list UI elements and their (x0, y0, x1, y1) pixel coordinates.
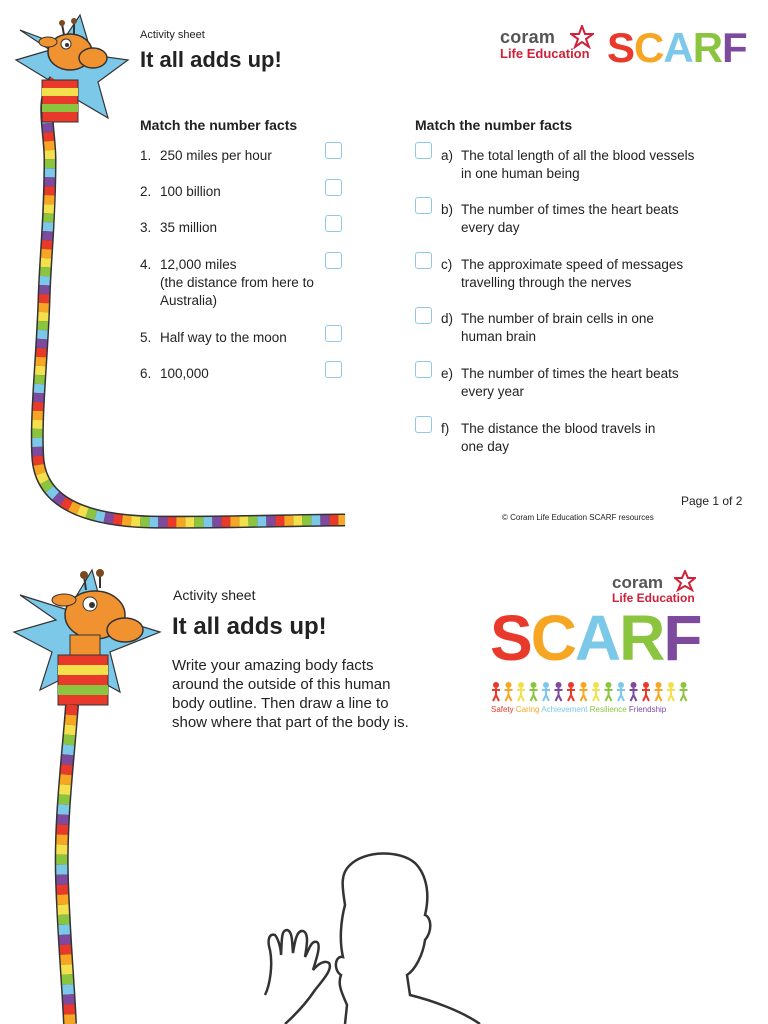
coram-wordmark: coram (500, 27, 556, 47)
child-figure-icon (567, 682, 575, 701)
item-text: The number of brain cells in one human brain (461, 311, 654, 344)
answer-checkbox[interactable] (325, 361, 342, 378)
scarf-letter: S (607, 24, 635, 71)
value-word: Safety (491, 705, 514, 714)
item-text: The number of times the heart beats every year (461, 366, 679, 399)
right-section-heading: Match the number facts (415, 117, 573, 133)
star-icon (674, 570, 696, 592)
answer-checkbox[interactable] (325, 142, 342, 159)
child-figure-icon (680, 682, 688, 701)
list-item (441, 310, 654, 346)
answer-checkbox[interactable] (415, 142, 432, 159)
coram-logo-2 (612, 573, 702, 605)
child-figure-icon (630, 682, 638, 701)
item-letter: d) (441, 311, 454, 326)
scarf-letter: C (530, 602, 575, 674)
scarf-wrap (42, 80, 78, 122)
item-text: The approximate speed of messages travelling through the nerves (461, 257, 684, 290)
value-word: Caring (515, 705, 540, 714)
item-text: 35 million (160, 220, 218, 235)
instruction-line: Write your amazing body facts (172, 657, 374, 674)
life-education-wordmark: Life Education (500, 46, 590, 61)
child-figure-icon (667, 682, 675, 701)
instruction-line: body outline. Then draw a line to (172, 695, 389, 712)
human-body-outline (255, 845, 515, 1024)
item-number: 2. (140, 184, 152, 199)
list-item (140, 256, 314, 310)
list-item (441, 201, 679, 237)
answer-checkbox[interactable] (415, 361, 432, 378)
activity-sheet-label: Activity sheet (140, 29, 205, 41)
instructions (172, 656, 432, 732)
giraffe-illustration-2 (0, 560, 180, 1024)
child-figure-icon (617, 682, 625, 701)
item-number: 3. (140, 220, 152, 235)
answer-checkbox[interactable] (415, 307, 432, 324)
answer-checkbox[interactable] (415, 252, 432, 269)
children-figures (490, 680, 695, 702)
list-item (140, 147, 272, 165)
item-text: 100 billion (160, 184, 221, 199)
child-figure-icon (530, 682, 538, 701)
scarf-letter: R (692, 24, 723, 71)
scarf-wrap (58, 655, 108, 705)
scarf-letter: R (619, 602, 664, 674)
value-word: Friendship (628, 705, 667, 714)
scarf-letter: A (574, 602, 620, 674)
answer-checkbox[interactable] (325, 179, 342, 196)
list-item (441, 420, 655, 456)
scarf-logo-2 (490, 602, 701, 674)
scarf-letter: F (722, 24, 747, 71)
item-number: 4. (140, 257, 152, 272)
instruction-line: around the outside of this human (172, 676, 391, 693)
item-text: 12,000 miles (the distance from here to Australia) (160, 257, 314, 308)
list-item (140, 365, 209, 383)
answer-checkbox[interactable] (325, 325, 342, 342)
item-letter: f) (441, 421, 450, 436)
scarf-letter: A (663, 24, 693, 71)
child-figure-icon (555, 682, 563, 701)
child-figure-icon (517, 682, 525, 701)
page-title-2: It all adds up! (172, 613, 327, 640)
scarf-letter: S (490, 602, 531, 674)
list-item (140, 329, 287, 347)
left-section-heading: Match the number facts (140, 117, 298, 133)
list-item (140, 219, 217, 237)
item-text: The total length of all the blood vessels in one human being (461, 148, 695, 181)
scarf-logo (607, 26, 747, 70)
copyright-notice: © Coram Life Education SCARF resources (502, 513, 654, 522)
child-figure-icon (542, 682, 550, 701)
item-text: 250 miles per hour (160, 148, 272, 163)
activity-sheet-label-2: Activity sheet (173, 587, 256, 603)
item-text: The number of times the heart beats every day (461, 202, 679, 235)
star-icon (570, 25, 594, 49)
value-word: Achievement (541, 705, 588, 714)
value-word: Resilience (589, 705, 627, 714)
child-figure-icon (492, 682, 500, 701)
list-item (140, 183, 221, 201)
item-letter: a) (441, 148, 454, 163)
child-figure-icon (605, 682, 613, 701)
scarf-letter: C (634, 24, 664, 71)
child-figure-icon (592, 682, 600, 701)
instruction-line: show where that part of the body is. (172, 714, 409, 731)
item-text: 100,000 (160, 366, 209, 381)
answer-checkbox[interactable] (415, 416, 432, 433)
list-item (441, 256, 683, 292)
child-figure-icon (642, 682, 650, 701)
list-item (441, 365, 679, 401)
scarf-letter: F (663, 602, 701, 674)
child-figure-icon (505, 682, 513, 701)
page-number: Page 1 of 2 (681, 494, 743, 508)
item-number: 6. (140, 366, 152, 381)
item-text: The distance the blood travels in one day (461, 421, 656, 454)
answer-checkbox[interactable] (325, 252, 342, 269)
item-letter: b) (441, 202, 454, 217)
list-item (441, 147, 694, 183)
item-number: 5. (140, 330, 152, 345)
item-letter: e) (441, 366, 454, 381)
answer-checkbox[interactable] (325, 215, 342, 232)
life-education-wordmark: Life Education (612, 591, 695, 605)
coram-logo (500, 27, 600, 61)
page-title: It all adds up! (140, 47, 282, 72)
child-figure-icon (580, 682, 588, 701)
item-letter: c) (441, 257, 453, 272)
child-figure-icon (655, 682, 663, 701)
values-tagline (491, 705, 666, 714)
item-number: 1. (140, 148, 152, 163)
item-text: Half way to the moon (160, 330, 287, 345)
coram-wordmark: coram (612, 573, 664, 592)
answer-checkbox[interactable] (415, 197, 432, 214)
